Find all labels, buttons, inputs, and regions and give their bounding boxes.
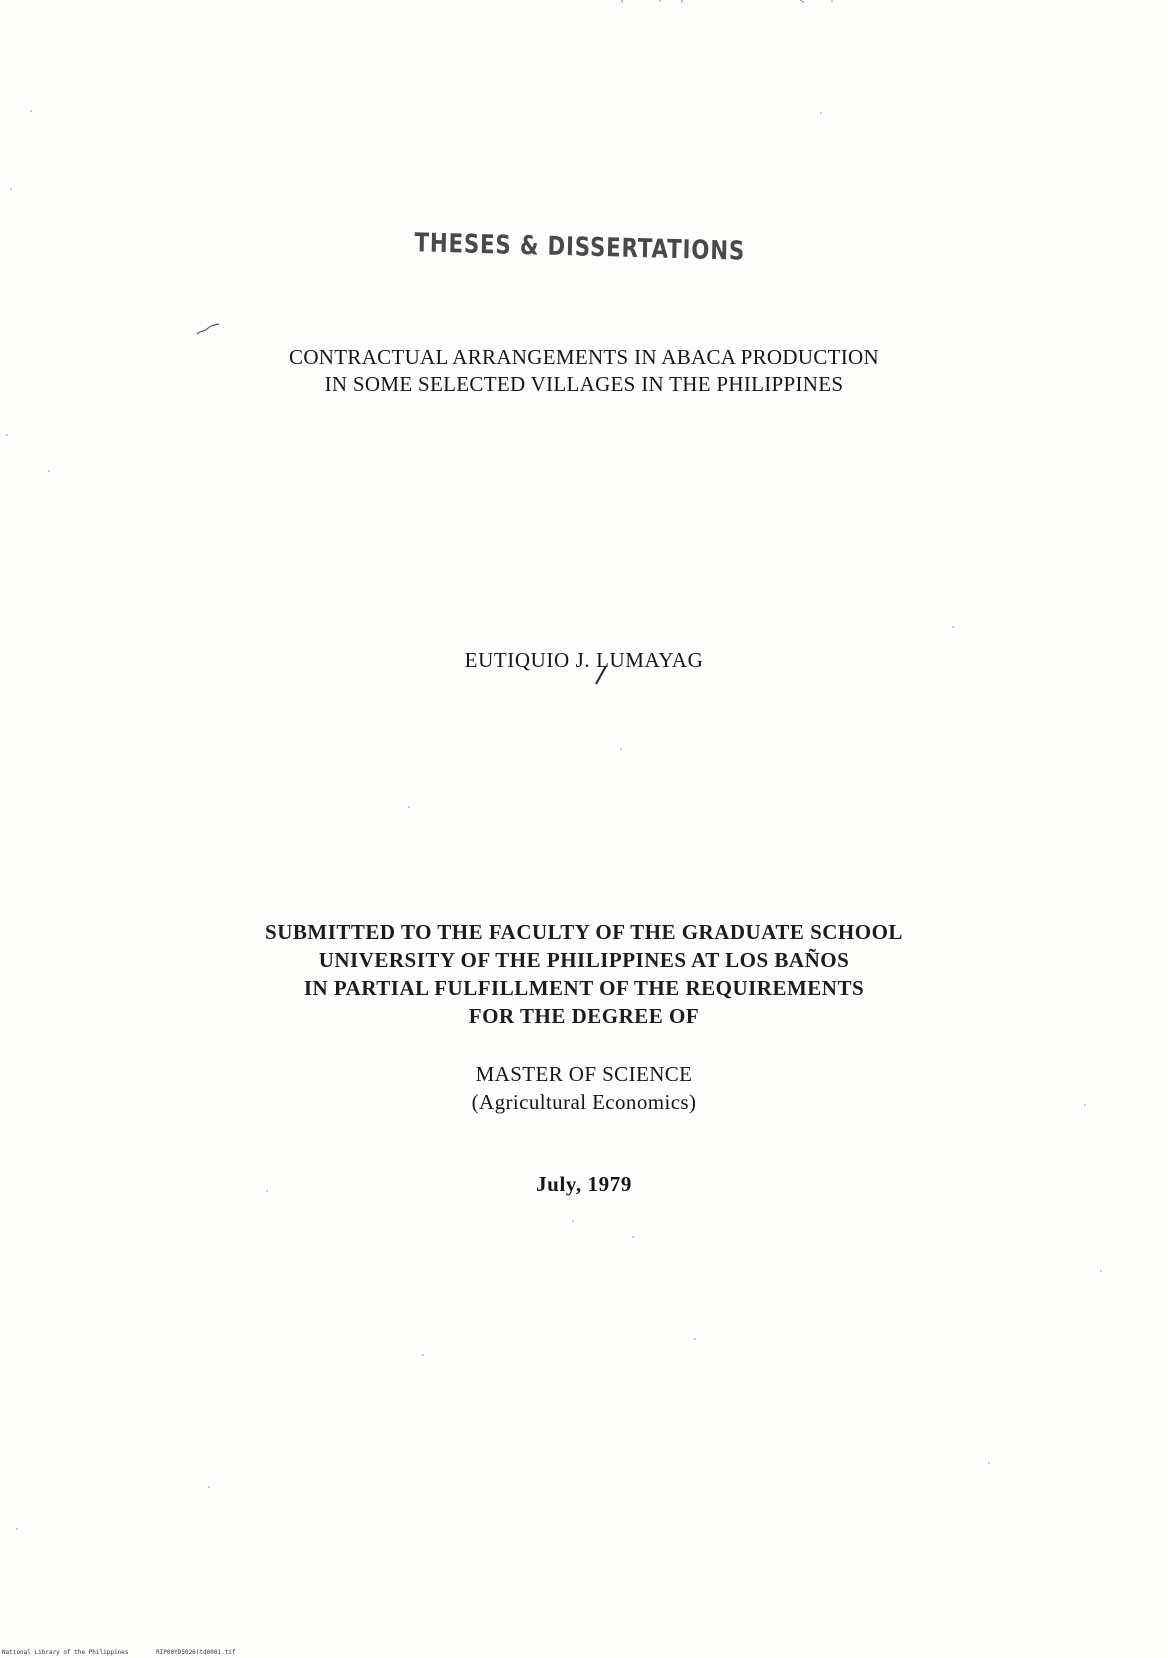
footer-library: National Library of the Philippines [2, 1649, 129, 1656]
submission-statement [0, 918, 1168, 1030]
title-line-2: IN SOME SELECTED VILLAGES IN THE PHILIPPINES [324, 372, 844, 396]
submission-date: July, 1979 [536, 1172, 632, 1196]
degree-field: (Agricultural Economics) [471, 1090, 697, 1114]
scan-speck [6, 434, 8, 436]
scan-speck [1084, 1104, 1086, 1106]
scan-speck [694, 1338, 696, 1340]
degree-name: MASTER OF SCIENCE [475, 1062, 693, 1086]
scan-speck [632, 1236, 634, 1238]
scan-speck [820, 112, 822, 114]
footer-filename: RIP00YD5026(td0001.tif [156, 1649, 236, 1656]
thesis-title [0, 344, 1168, 398]
scan-footer [2, 1649, 260, 1656]
scan-speck [422, 1354, 424, 1356]
submission-line-1: SUBMITTED TO THE FACULTY OF THE GRADUATE SCHOOL [265, 920, 903, 944]
scan-speck [620, 748, 622, 750]
scan-speck [48, 470, 50, 472]
scan-speck [10, 188, 12, 190]
scan-speck [266, 1190, 268, 1192]
scan-speck [16, 1528, 18, 1530]
scan-speck [1100, 1270, 1102, 1272]
handwritten-mark [195, 322, 223, 336]
submission-line-4: FOR THE DEGREE OF [468, 1004, 700, 1028]
title-line-1: CONTRACTUAL ARRANGEMENTS IN ABACA PRODUCTION [289, 345, 879, 369]
library-stamp: THESES & DISSERTATIONS [414, 228, 746, 267]
author-name: EUTIQUIO J. LUMAYAG [464, 648, 704, 672]
pen-stroke-mark [592, 664, 610, 686]
scan-speck [988, 1462, 990, 1464]
submission-line-3: IN PARTIAL FULFILLMENT OF THE REQUIREMENTS [303, 976, 865, 1000]
degree-block [0, 1060, 1168, 1116]
scan-speck [208, 1486, 210, 1488]
scan-speck [952, 626, 954, 628]
scan-speck [572, 1220, 574, 1222]
scan-speck [30, 110, 32, 112]
scan-edge-marks [620, 0, 880, 4]
scan-speck [408, 806, 410, 808]
submission-line-2: UNIVERSITY OF THE PHILIPPINES AT LOS BAÑOS [318, 948, 850, 972]
